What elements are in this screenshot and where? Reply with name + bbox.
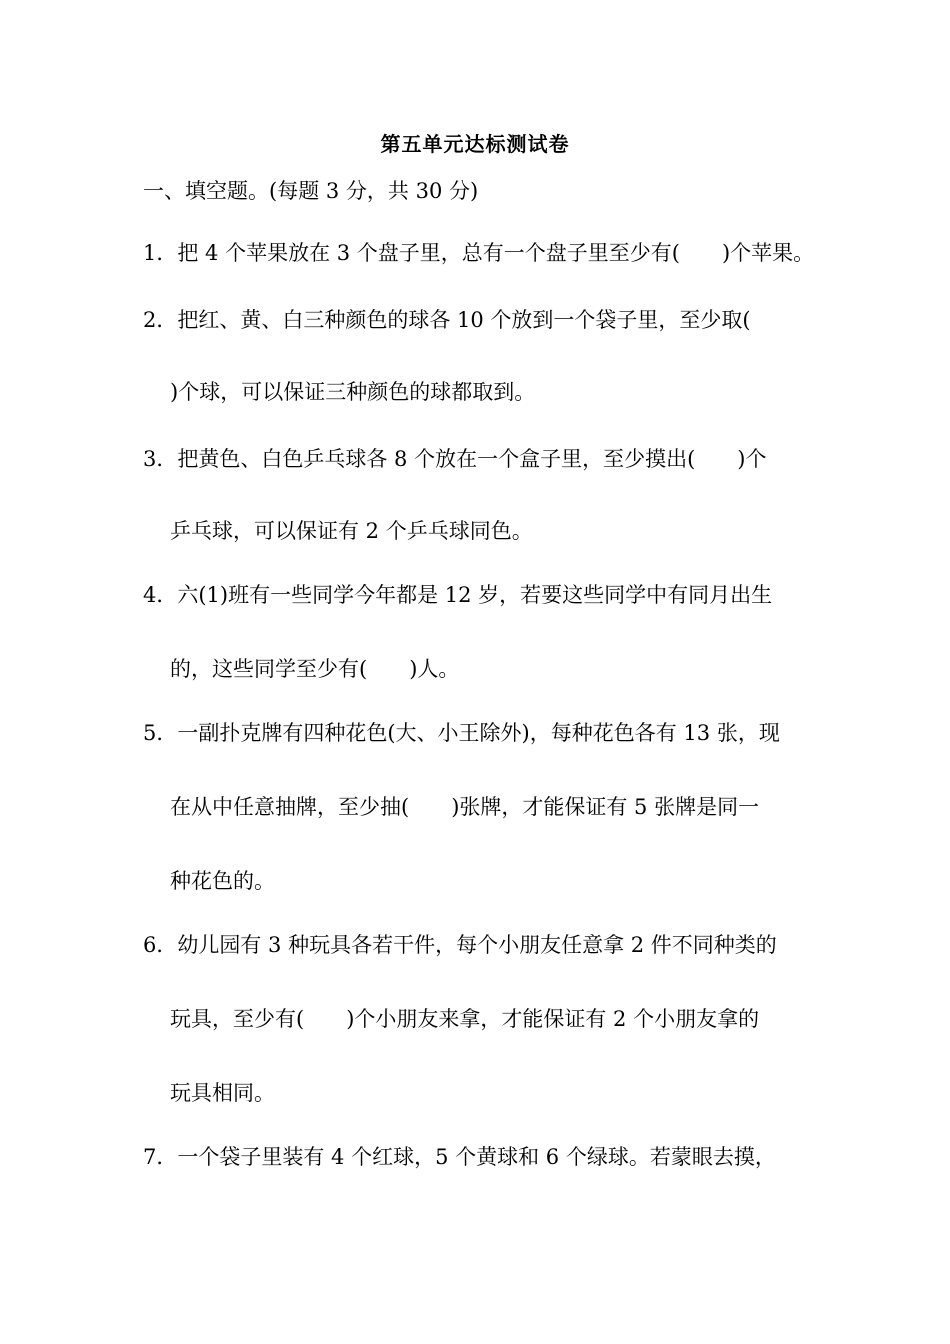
- question-5-line-2: 在从中任意抽牌，至少抽( )张牌，才能保证有 5 张牌是同一: [170, 795, 760, 819]
- question-5-line-1: 5．一副扑克牌有四种花色(大、小王除外)，每种花色各有 13 张，现: [143, 721, 780, 745]
- question-3-line-2: 乒乓球，可以保证有 2 个乒乓球同色。: [170, 519, 533, 543]
- question-5-line-3: 种花色的。: [170, 869, 275, 893]
- question-2-line-1: 2．把红、黄、白三种颜色的球各 10 个放到一个袋子里，至少取(: [143, 308, 751, 332]
- section-heading: 一、填空题。(每题 3 分，共 30 分): [143, 179, 479, 203]
- question-7-line-1: 7．一个袋子里装有 4 个红球，5 个黄球和 6 个绿球。若蒙眼去摸，: [143, 1145, 776, 1169]
- page-title: 第五单元达标测试卷: [380, 132, 570, 156]
- question-6-line-1: 6．幼儿园有 3 种玩具各若干件，每个小朋友任意拿 2 件不同种类的: [143, 933, 777, 957]
- question-4-line-2: 的，这些同学至少有( )人。: [170, 657, 460, 681]
- question-2-line-2: )个球，可以保证三种颜色的球都取到。: [170, 380, 536, 404]
- question-6-line-2: 玩具，至少有( )个小朋友来拿，才能保证有 2 个小朋友拿的: [170, 1007, 760, 1031]
- question-1-line-1: 1．把 4 个苹果放在 3 个盘子里，总有一个盘子里至少有( )个苹果。: [143, 241, 815, 265]
- question-6-line-3: 玩具相同。: [170, 1081, 275, 1105]
- question-3-line-1: 3．把黄色、白色乒乓球各 8 个放在一个盒子里，至少摸出( )个: [143, 447, 767, 471]
- question-4-line-1: 4．六(1)班有一些同学今年都是 12 岁，若要这些同学中有同月出生: [143, 583, 773, 607]
